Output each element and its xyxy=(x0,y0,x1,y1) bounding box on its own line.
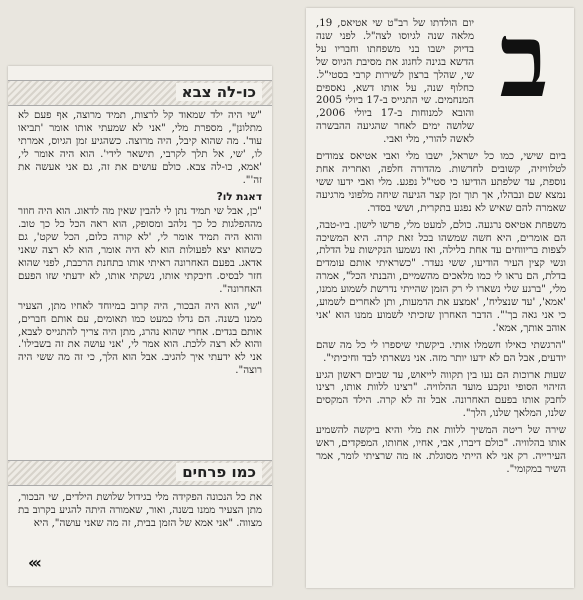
paragraph: שעות ארוכות הם נעו בין תקווה לייאוש, עד שביום ראשון הגיע הזיהוי הסופי ונקבע מועד ההלוויה. "רצינו ללוות אותו, רצינו לחבק אותו בפעם האחרונה. אבל זה לא קרה. הילד המקסים שלנו, המלאך שלנו, הלך". xyxy=(316,369,566,420)
paragraph: "כן, אבל שי תמיד נתן לי להבין שאין מה לדאוג. הוא היה חוזר מההפלגות כל כך נלהב ומסופק, הוא ראה הכל כל כך טוב. והוא היה תמיד אומר לי, 'לא קורה כלום, הכל שקט', גם כשהוא יצא לפעולות הוא לא היה אומר, הוא לא רצה שאני אדאג. בפעם האחרונה ראיתי אותו בתחנת הרכבת, לפני שהוא חזר לבסיס. חיבקתי אותו, נשקתי אותו, לא ידעתי שזו הפעם האחרונה". xyxy=(18,206,262,295)
paragraph: "שי, הוא היה הבכור, היה קרוב במיוחד לאחיו מתן, הצעיר ממנו בשנה. הם גדלו כמעט כמו תאומים, עם אותם חברים, אותם בגדים. אחרי שהוא נהרג, מתן היה צריך להתגייס לצבא, והוא לא רצה ללכת. הוא אמר לי, 'אני עושה את זה בשבילו'. אני לא ידעתי איך להגיב. אבל הוא הלך, כי זה מה ששי היה רוצה". xyxy=(18,300,262,377)
section-body xyxy=(18,492,262,535)
subheading: דאגת לו? xyxy=(216,191,262,204)
paragraph: ביום שישי, כמו כל ישראל, ישבו מלי ואבי אטיאס צמודים לטלוויזיה, קשובים לחדשות. מהדורה חלפה, ואחריה אחת נוספת, עד שלפתע הודיעו כי סטי"ל נפגע. מלי ואבי ידעו ששי נמצא שם ונבהלו, אך תוך זמן קצר הגיעה שיחה מלפוני מרגיעה שאמרה להם שאיש לא נפגע בתקרית, וששי בסדר. xyxy=(316,151,566,214)
section-body xyxy=(18,110,262,382)
paragraph: "שי היה ילד שמאוד קל לרצות, תמיד מרוצה, אף פעם לא מתלונן", מספרת מלי, "אני לא שמעתי אותו אומר 'תביאו עוד'. מה שהוא קיבל, היה מרוצה. כשהגיע זמן הגיוס, אמרתי לו, 'שי, אל תלך לקרבי, תישאר לידי'. הוא היה אומר לי, 'אמא, כו-לה צבא. כולם עושים את זה, גם אני אעשה את זה'". xyxy=(18,110,262,186)
section-title: כו-לה צבא xyxy=(176,83,262,101)
paragraph: "הרגשתי כאילו חשמלו אותי. ביקשתי שיספרו לי כל מה שהם יודעים, אבל הם לא ידעו יותר מזה. אני נשארתי לבד וחיכיתי". xyxy=(316,339,566,364)
section-header-bar xyxy=(8,460,272,486)
article-body xyxy=(316,8,566,481)
section-title: כמו פרחים xyxy=(176,463,262,481)
paragraph: את כל הנכונה הפקידה מלי בגידול שלושת הילדים, שי הבכור, מתן הצעיר ממנו בשנה, ואור, שאמורה היתה להגיע בקרוב בת מצווה. "אני אמא של הזמן בבית, זה מה שאני עושה", היא xyxy=(18,492,262,529)
section-header-bar xyxy=(8,80,272,106)
lead-paragraph: יום הולדתו של רב"ט שי אטיאס, 19, מלאה שנה לגיוסו לצה"ל. לפני שנה בדיוק ישבו בני משפחתו וחבריו על הדשא בגינה לחגוג את מסיבת הגיוס של שי, שהלך ברצון לשירות קרבי בסטי"ל. כחלוף שנה, על אותו דשא, נאספים המנחמים. שי התגייס ב-17 ביולי 2005 והובא למנוחות ב-17 ביולי 2006, שלושה ימים לאחר שהגיעה ההבשרה לאשה להורי, מלי ואבי. xyxy=(316,18,474,146)
drop-cap: ב xyxy=(499,8,549,121)
right-clipping xyxy=(306,8,574,588)
left-clipping xyxy=(8,66,272,586)
paragraph: שירה של ריטה המשיך ללוות את מלי והיא ביקשה להשמיע אותו בהלוויה. "כולם דיברו, אבי, אחיו, אחותו, המפקדים, ראש העירייה. רק אני לא הייתי מסוגלת. אז מה שרציתי לומר, אמר השיר במקומי". xyxy=(316,425,566,475)
continue-arrows-icon: ‹‹‹ xyxy=(28,553,39,572)
paragraph: משפחת אטיאס נרגעה. כולם, למעט מלי, פרשו לישון. ביו-טבה, הם אומרים, היא חשה שמשהו בכל זאת קרה. היא המשיכה לצפות בריווחים עד אחת בלילה, ואז נשמעו הנקישות על הדלת, ונשי קצין העיר הודיעו, ששי נעדר. "כשראיתי אותם עומדים בדלת, הם נראו לי כמו מלאכים מהשמיים, והבנתי הכל", אמרה מלי, "ברגע שלי נשארו לי רק הזמן שהייתי נדרשת לשמוע ממנו, 'אמא', 'עד שנצליח', 'אמצע את הדמעות, ותן לאחרים לשמוע, כי אני גאה בך'". הדבר האחרון שזכיתי לשמוע ממנו הוא 'אני אוהב אותך, אמא'. xyxy=(316,219,566,334)
